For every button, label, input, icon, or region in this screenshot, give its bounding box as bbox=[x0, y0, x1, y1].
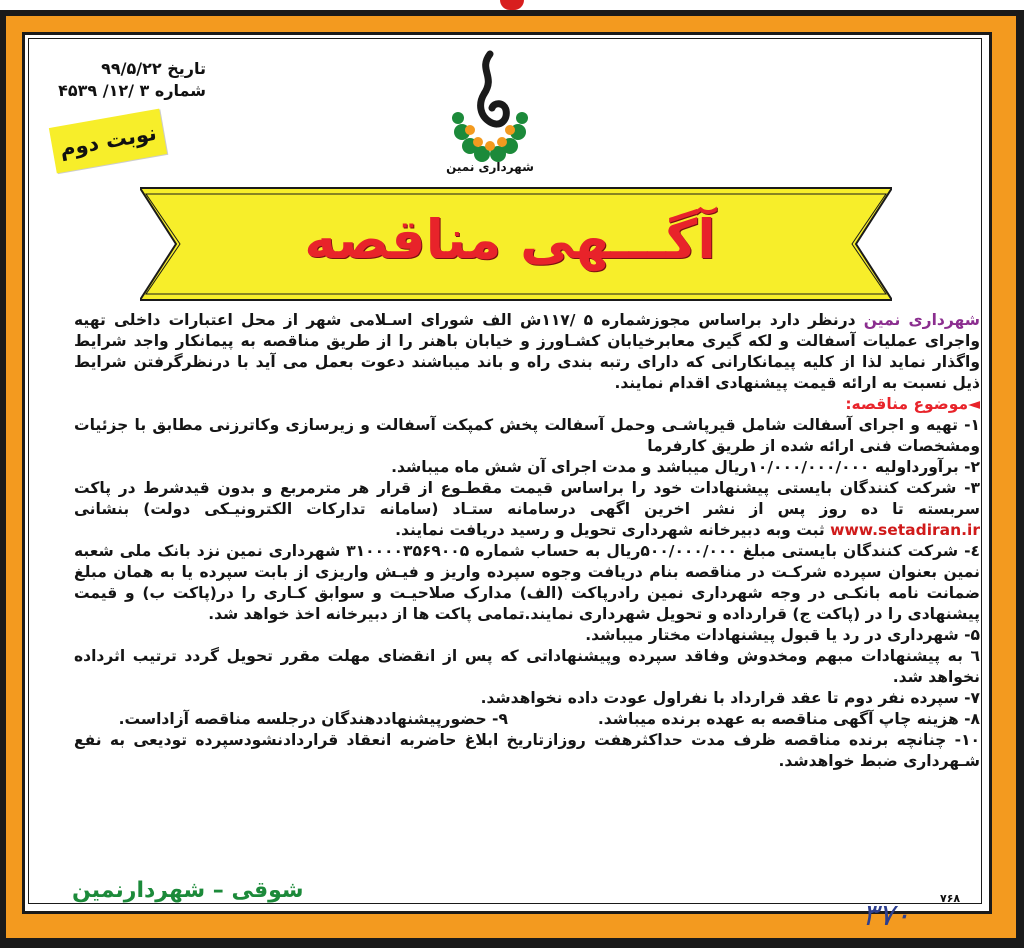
list-item: ۲- برآورداولیه ۱۰/۰۰۰/۰۰۰/۰۰۰ریال میباشد و مدت اجرای آن شش ماه میباشد. bbox=[391, 458, 980, 476]
list-item: ۸- هزینه چاپ آگهی مناقصه به عهده برنده میباشد. bbox=[597, 710, 980, 728]
date-block bbox=[46, 58, 206, 102]
page-title: آگـــهی مناقصه bbox=[304, 208, 716, 271]
round-badge-label: نوبت دوم bbox=[57, 120, 159, 162]
notice-date: تاریخ ۹۹/۵/۲۲ bbox=[101, 59, 206, 78]
ad-number: ۷۶۸ bbox=[940, 892, 961, 905]
top-red-mark bbox=[500, 0, 524, 10]
notice-number: شماره ۳ /۱۲/ ۴۵۳۹ bbox=[58, 81, 206, 100]
handwritten-note: ۳۷۰ bbox=[862, 898, 911, 933]
notice-body bbox=[74, 310, 980, 772]
website-link[interactable]: www.setadiran.ir bbox=[830, 521, 980, 539]
list-item: ۱۰- چنانچه برنده مناقصه ظرف مدت حداکثرهفت روزازتاریخ ابلاغ حاضربه انعقاد قراردادنشودسپرده تودیعی به نفع شـهرداری ضبط خواهدشد. bbox=[74, 731, 980, 770]
list-item: ۱- تهیه و اجرای آسفالت شامل قیرپاشـی وحمل آسفالت پخش کمپکت آسفالت و زیرسازی وکاترزنی مطابق با جزئیات ومشخصات فنی ارائه شده از طریق کارفرما bbox=[74, 416, 980, 455]
list-item: ۷- سپرده نفر دوم تا عقد قرارداد با نفراول عودت داده نخواهدشد. bbox=[480, 689, 980, 707]
list-item: ٦ به پیشنهادات مبهم ومخدوش وفاقد سپرده وپیشنهاداتی که پس از انقضای مهلت مقرر تحویل گردد ترتیب اثرداده نخواهد شد. bbox=[74, 647, 980, 686]
list-item: ٤- شرکت کنندگان بایستی مبلغ ۵۰۰/۰۰۰/۰۰۰ریال به حساب شماره ۳۱۰۰۰۰۳۵۶۹۰۰۵ شهرداری نمین نزد بانک ملی شعبه نمین بعنوان سپرده شرکـت در مناقصه بنام دریافت وجوه سپرده واریز و فیـش واریزی از بابت سپرده یا به همان مبلغ ضمانت نامه بانکـی در وجه شهرداری نمین رادرپاکت (الف) مدارک صلاحیـت و سوابق کـاری را در(پاکت ب) و قیمت پیشنهادی را در (پاکت ج) قرارداده و تحویل شهرداری نمایند.تمامی پاکت ها از دبیرخانه اخذ خواهد شد. bbox=[74, 542, 980, 623]
logo-caption: شهرداری نمین bbox=[446, 160, 534, 174]
list-item: ۹- حضورپیشنهاددهندگان درجلسه مناقصه آزاداست. bbox=[118, 710, 508, 728]
intro-text: درنظر دارد براساس مجوزشماره ۵ /۱۱۷ش الف شورای اسـلامی شهر از محل اعتبارات داخلی تهیه واجرای عملیات آسفالت و لکه گیری معابرخیابان کشـاورز و خیابان باهنر را از طریق مناقصه به پیمانکار واجد شرایط واگذار نماید لذا از کلیه پیمانکارانی که دارای رتبه بندی راه و باند میباشند دعوت بعمل می آید با درنظرگرفتن شرایط ذیل نسبت به ارائه قیمت پیشنهادی اقدام نمایند. bbox=[74, 311, 980, 392]
list-item: ۳- شرکت کنندگان بایستی پیشنهادات خود را براساس قیمت مقطـوع از قرار هر مترمربع و بدون قیدشرط در پاکت سربسته تا ده روز پس از نشر اخرین اگهی درسامانه ستـاد (سامانه تدارکات الکترونیـکی دولت) بنشانی www.setadiran.ir ثبت وبه دبیرخانه شهرداری تحویل و رسید دریافت نمایند. bbox=[74, 479, 980, 539]
intro-paragraph bbox=[74, 310, 980, 394]
org-name: شهرداری نمین bbox=[863, 311, 980, 329]
list-item-pair bbox=[74, 709, 980, 730]
list-item: ۵- شهرداری در رد یا قبول پیشنهادات مختار میباشد. bbox=[585, 626, 980, 644]
signature: شوقی – شهردارنمین bbox=[72, 878, 304, 903]
arrow-left-icon: ◄ bbox=[968, 395, 980, 413]
subject-heading: ◄موضوع مناقصه: bbox=[845, 395, 980, 413]
